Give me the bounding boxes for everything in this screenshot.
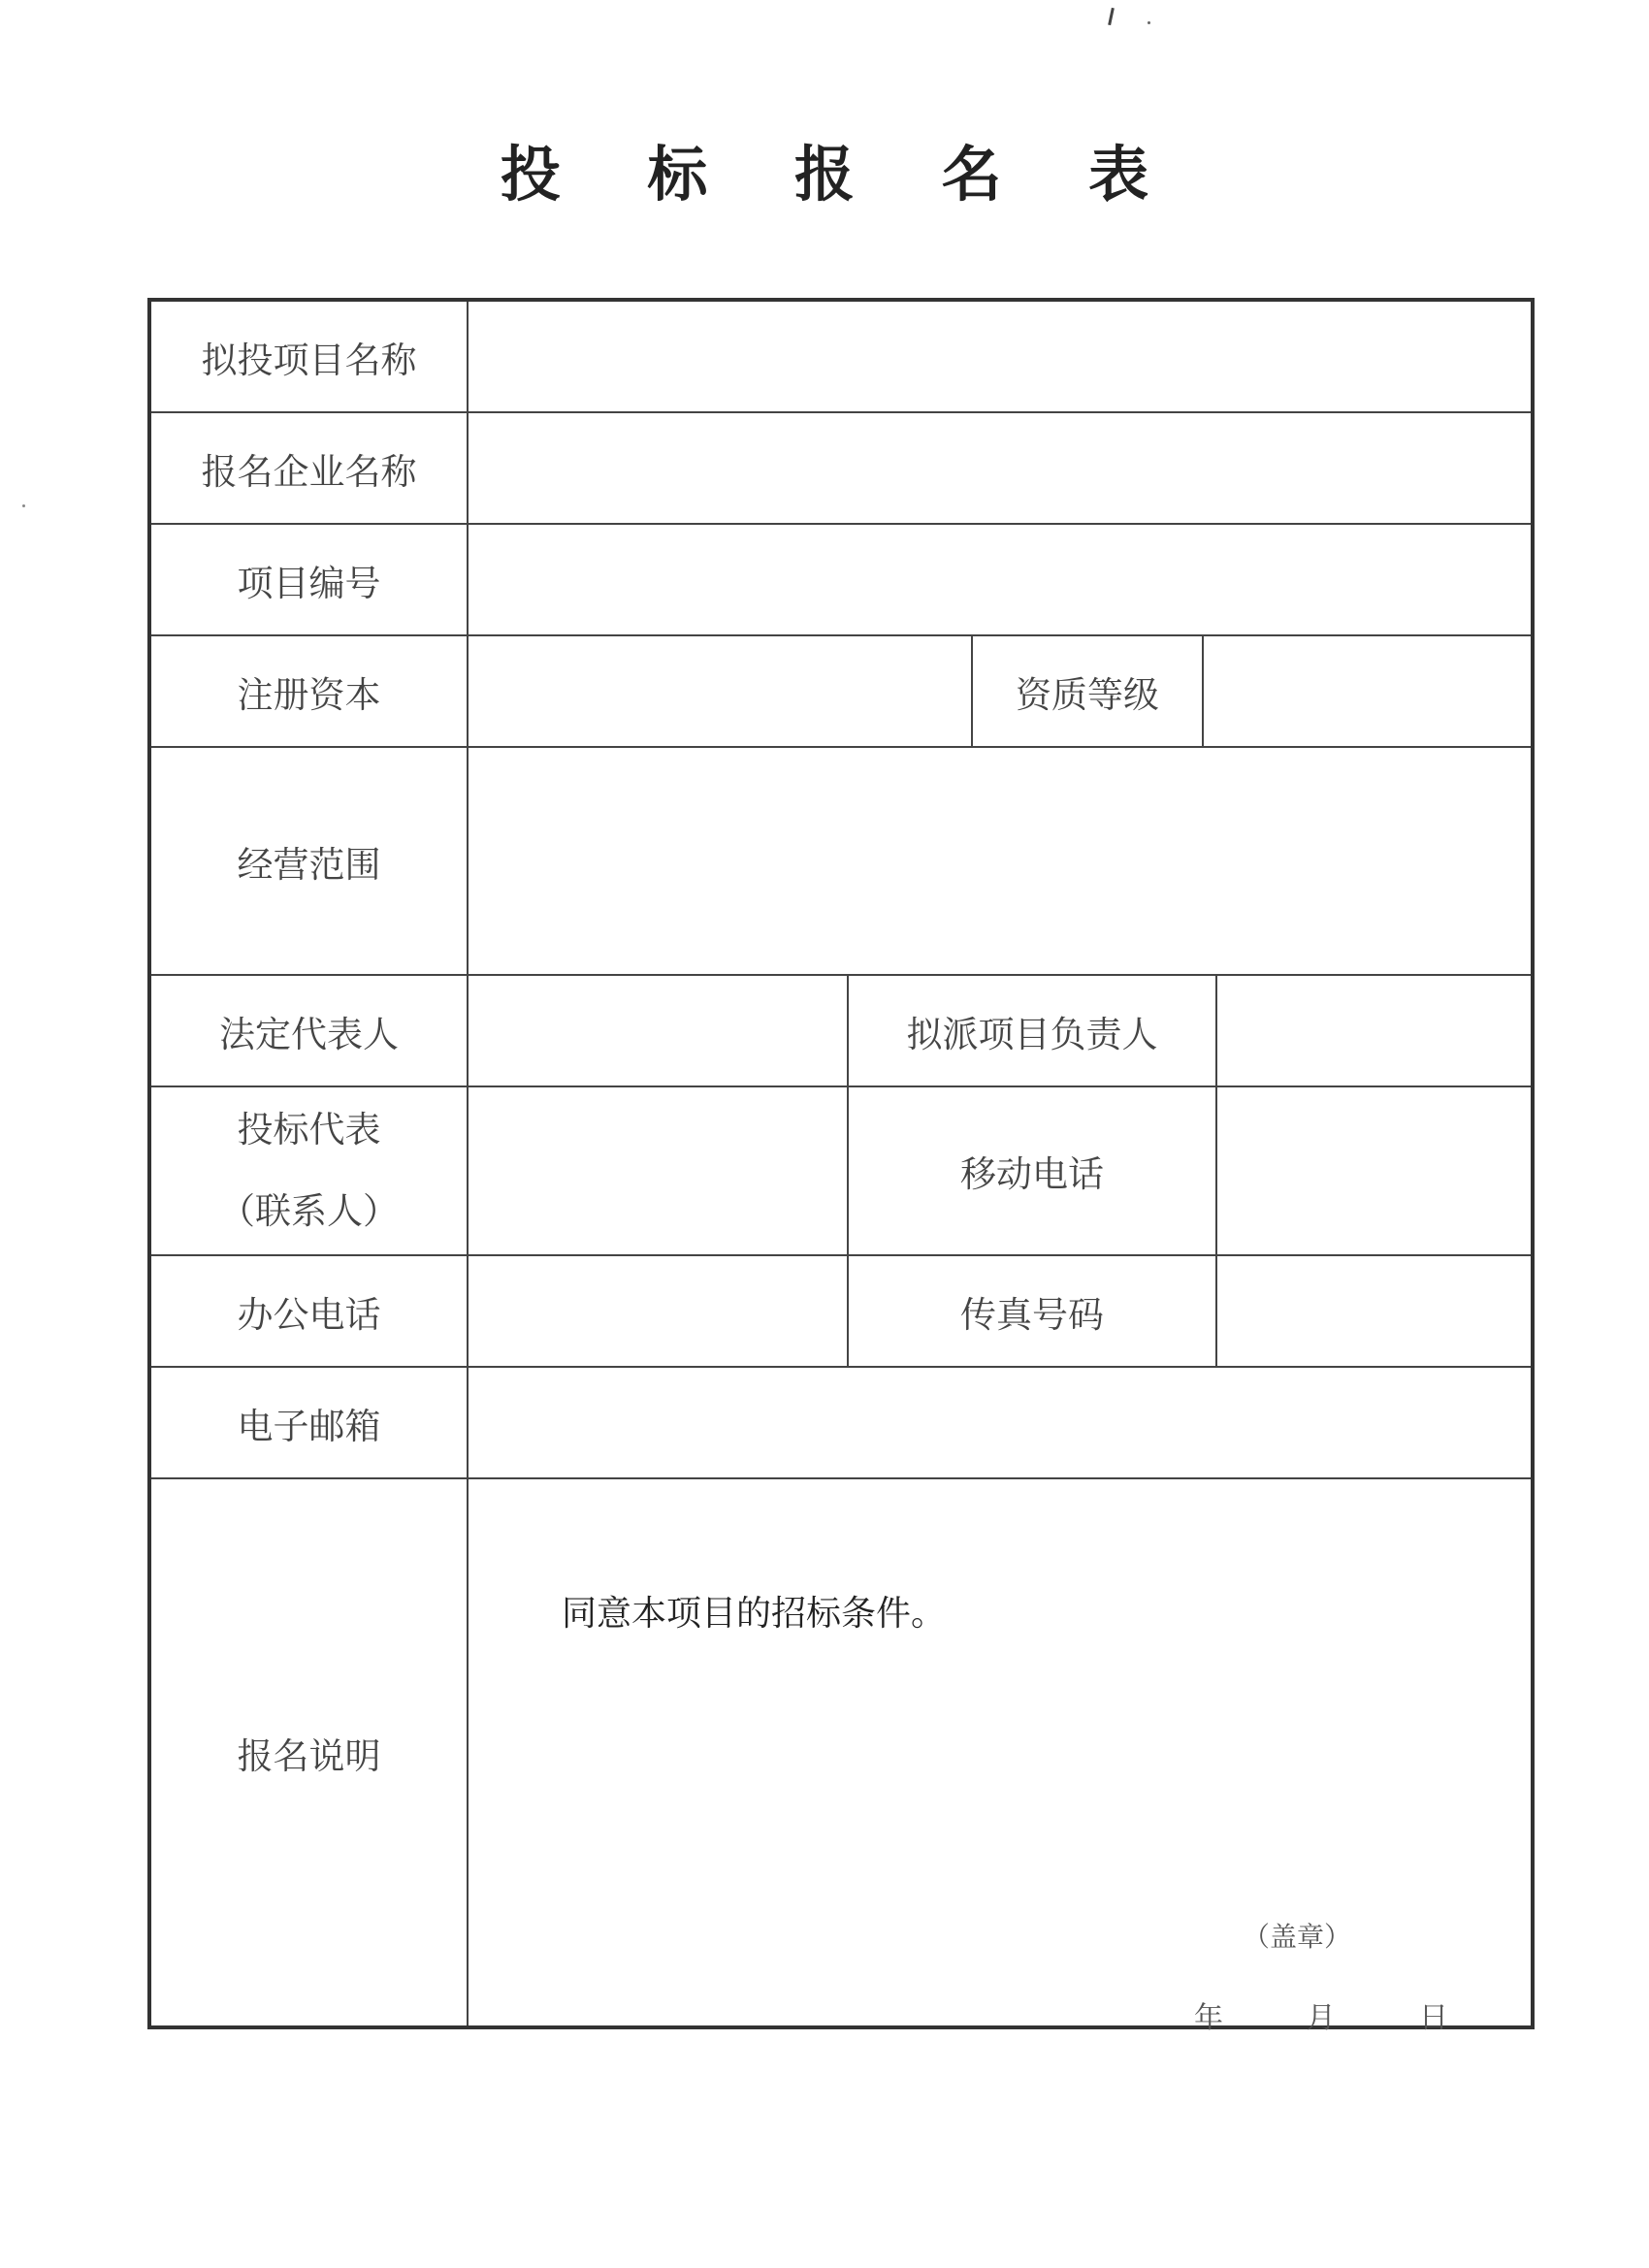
project-manager-label: 拟派项目负责人 [848,975,1216,1086]
registration-form-table [147,298,1535,2035]
row-registration-note [149,1478,1533,2027]
registration-note-label: 报名说明 [149,1478,468,2027]
mobile-phone-field[interactable] [1216,1086,1533,1255]
project-number-field[interactable] [468,524,1533,635]
row-bid-rep [149,1086,1533,1255]
qualification-grade-label: 资质等级 [972,635,1203,747]
business-scope-label: 经营范围 [149,747,468,975]
fax-number-field[interactable] [1216,1255,1533,1367]
mobile-phone-label: 移动电话 [848,1086,1216,1255]
page-title: 投 标 报 名 表 [500,139,1182,210]
project-name-field[interactable] [468,300,1533,412]
seal-placeholder: （盖章） [1242,1921,1351,1953]
office-phone-label: 办公电话 [149,1255,468,1367]
legal-representative-field[interactable] [468,975,848,1086]
row-project-name [149,300,1533,412]
stray-dot [1148,21,1150,24]
row-project-number [149,524,1533,635]
company-name-field[interactable] [468,412,1533,524]
office-phone-field[interactable] [468,1255,848,1367]
registered-capital-field[interactable] [468,635,972,747]
row-email [149,1367,1533,1478]
date-month-label: 月 [1307,2001,1336,2035]
email-field[interactable] [468,1367,1533,1478]
project-name-label: 拟投项目名称 [149,300,468,412]
date-line [1194,1993,1448,2036]
registered-capital-label: 注册资本 [149,635,468,747]
row-business-scope [149,747,1533,975]
project-manager-field[interactable] [1216,975,1533,1086]
bid-representative-label-line2: （联系人） [219,1190,399,1232]
bid-representative-label [149,1086,468,1255]
stray-pen-mark [1108,8,1115,25]
row-legal-rep [149,975,1533,1086]
row-capital-qualification [149,635,1533,747]
registration-note-cell[interactable] [468,1478,1533,2035]
email-label: 电子邮箱 [149,1367,468,1478]
row-office-fax [149,1255,1533,1367]
date-day-label: 日 [1419,2001,1448,2035]
fax-number-label: 传真号码 [848,1255,1216,1367]
bid-representative-field[interactable] [468,1086,848,1255]
project-number-label: 项目编号 [149,524,468,635]
legal-representative-label: 法定代表人 [149,975,468,1086]
row-company-name [149,412,1533,524]
agreement-statement: 同意本项目的招标条件。 [562,1594,947,1634]
bid-representative-label-line1: 投标代表 [237,1109,381,1150]
company-name-label: 报名企业名称 [149,412,468,524]
stray-dot-left [22,504,25,507]
date-year-label: 年 [1194,2001,1223,2035]
business-scope-field[interactable] [468,747,1533,975]
qualification-grade-field[interactable] [1203,635,1533,747]
